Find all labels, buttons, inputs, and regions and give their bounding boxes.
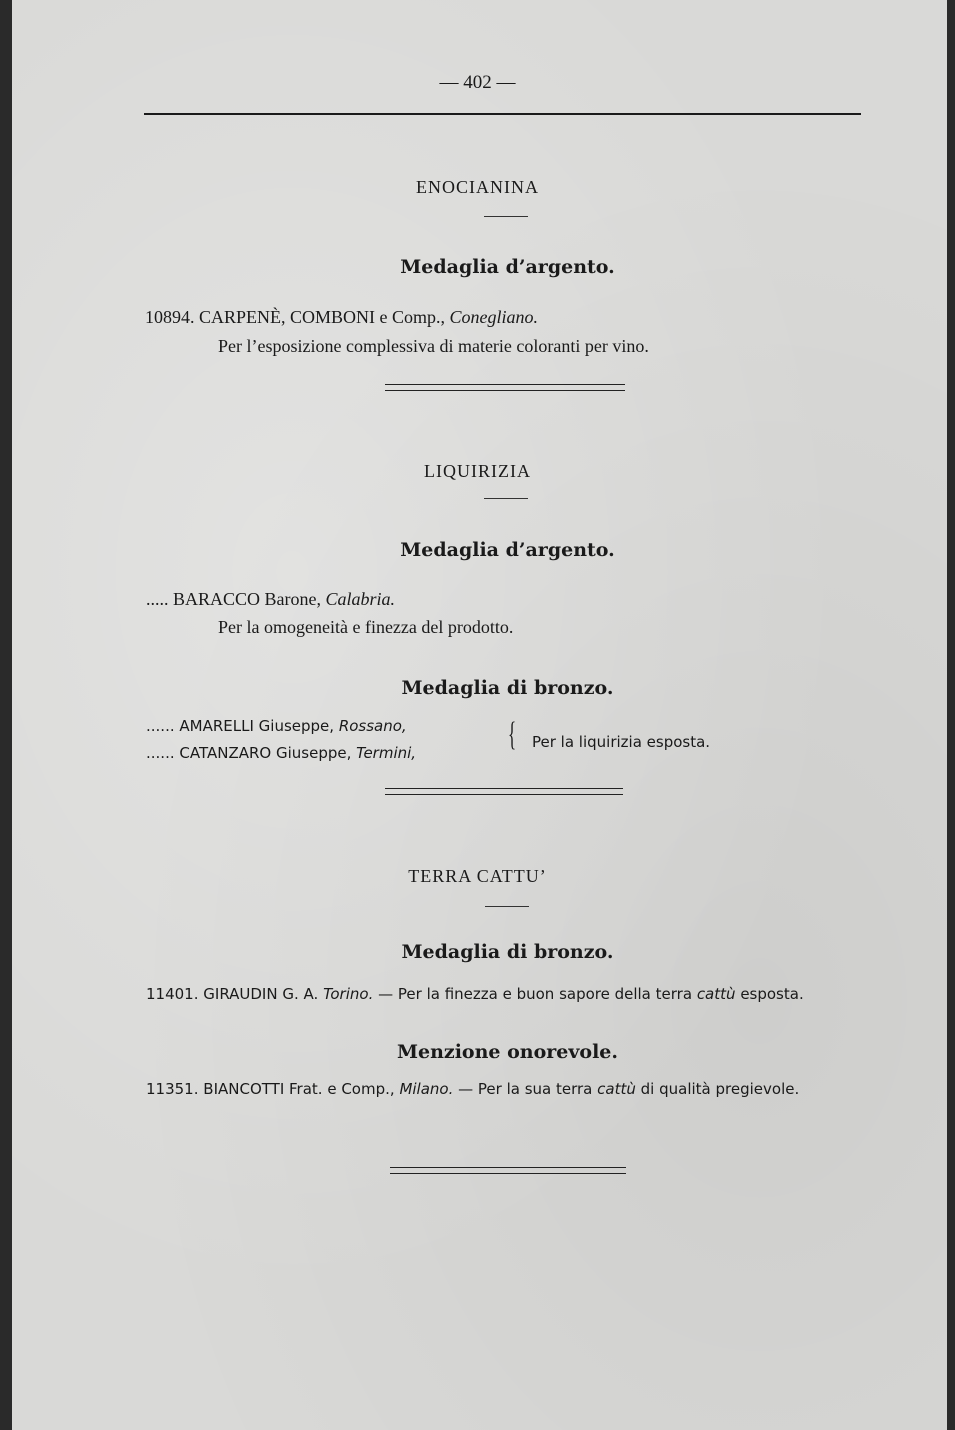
entry-number: ...... [146, 744, 175, 762]
entry-place: Milano. [399, 1080, 454, 1098]
entry-description-end: di qualità pregievole. [640, 1080, 800, 1098]
double-rule [390, 1167, 626, 1174]
short-rule [484, 498, 528, 499]
header-rule [144, 113, 861, 115]
group-description: Per la liquirizia esposta. [532, 733, 711, 751]
entry-number: 11401. [146, 985, 199, 1003]
entry-description: Per l’esposizione complessiva di materie coloranti per vino. [218, 336, 649, 356]
entry-name: CARPENÈ, COMBONI e Comp., [199, 307, 446, 327]
entry-line [146, 1080, 799, 1098]
entry-description: — Per la finezza e buon sapore della terra [378, 985, 693, 1003]
section-title-enocianina: ENOCIANINA [416, 177, 539, 197]
entry-line [146, 717, 407, 735]
medal-heading: Medaglia d’argento. [400, 539, 615, 561]
entry-place: Rossano, [338, 717, 407, 735]
double-rule [385, 788, 623, 795]
entry-number: 11351. [146, 1080, 199, 1098]
page-number: — 402 — [439, 72, 516, 93]
entry-line [145, 307, 538, 328]
entry-place: Calabria. [325, 589, 396, 609]
entry-number: ..... [146, 589, 169, 609]
medal-heading: Medaglia d’argento. [400, 256, 615, 278]
medal-heading: Medaglia di bronzo. [401, 941, 614, 963]
entry-name: BIANCOTTI Frat. e Comp., [203, 1080, 395, 1098]
brace: { [508, 716, 517, 753]
entry-name: AMARELLI Giuseppe, [179, 717, 335, 735]
section-title-terra-cattu: TERRA CATTU’ [408, 866, 547, 886]
entry-place: Termini, [356, 744, 417, 762]
document-page [12, 0, 947, 1430]
short-rule [484, 216, 528, 217]
entry-name: CATANZARO Giuseppe, [179, 744, 352, 762]
section-title-liquirizia: LIQUIRIZIA [424, 461, 531, 481]
medal-heading: Menzione onorevole. [396, 1041, 619, 1063]
entry-number: 10894. [145, 307, 195, 327]
entry-description-italic: cattù [597, 1080, 636, 1098]
entry-description: Per la omogeneità e finezza del prodotto. [218, 617, 514, 637]
entry-description: — Per la sua terra [458, 1080, 593, 1098]
entry-name: GIRAUDIN G. A. [203, 985, 319, 1003]
medal-heading: Medaglia di bronzo. [401, 677, 614, 699]
entry-line [146, 985, 804, 1003]
entry-line [146, 589, 395, 610]
double-rule [385, 384, 625, 391]
entry-number: ...... [146, 717, 175, 735]
entry-line [146, 744, 416, 762]
entry-description-italic: cattù [696, 985, 736, 1003]
entry-place: Torino. [323, 985, 374, 1003]
short-rule [485, 906, 529, 907]
entry-name: BARACCO Barone, [173, 589, 321, 609]
entry-place: Conegliano. [449, 307, 539, 327]
entry-description-end: esposta. [740, 985, 804, 1003]
